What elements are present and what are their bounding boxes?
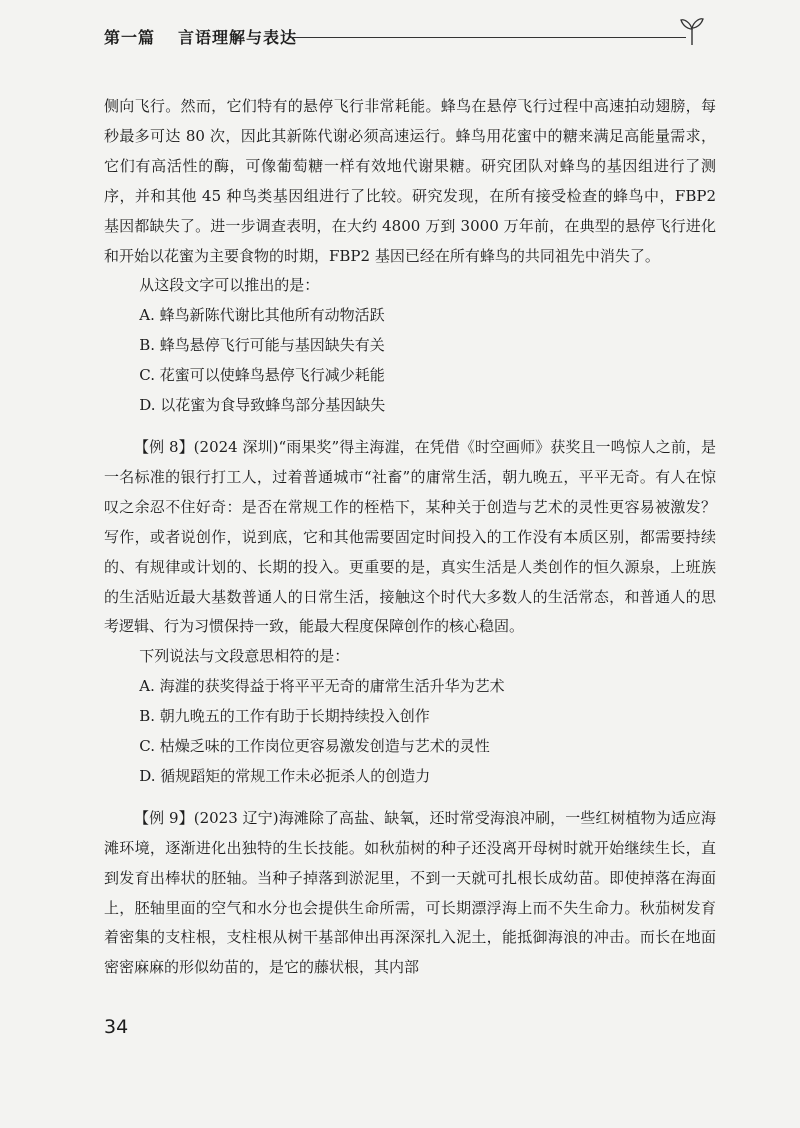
header-rule — [290, 37, 686, 38]
sprout-icon — [680, 16, 704, 46]
answer-option-c: C. 花蜜可以使蜂鸟悬停飞行减少耗能 — [139, 366, 385, 385]
question-prompt: 从这段文字可以推出的是： — [139, 276, 320, 295]
header-chapter: 言语理解与表达 — [178, 28, 298, 47]
example-8-paragraph: 【例 8】(2024 深圳)“雨果奖”得主海漄，在凭借《时空画师》获奖且一鸣惊人之前，是一名标准的银行打工人，过着普通城市“社畜”的庸常生活，朝九晚五，平平无奇。有人在惊叹之余忍不住好奇：是否在常规工作的桎梏下，某种关于创造与艺术的灵性更容易被激发？写作，或者说创作，说到底，它和其他需要固定时间投入的工作没有本质区别，都需要持续的、有规律或计划的、长期的投入。更重要的是，真实生活是人类创作的恒久源泉，上班族的生活贴近最大基数普通人的日常生活，接触这个时代大多数人的生活常态，和普通人的思考逻辑、行为习惯保持一致，能最大程度保障创作的核心稳固。 — [104, 437, 716, 636]
header-section: 第一篇 — [104, 28, 156, 47]
page-body — [104, 92, 716, 983]
passage-paragraph: 侧向飞行。然而，它们特有的悬停飞行非常耗能。蜂鸟在悬停飞行过程中高速拍动翅膀，每秒最多可达 80 次，因此其新陈代谢必须高速运行。蜂鸟用花蜜中的糖来满足高能量需求，它们有高活性的酶，可像葡萄糖一样有效地代谢果糖。研究团队对蜂鸟的基因组进行了测序，并和其他 45 种鸟类基因组进行了比较。研究发现，在所有接受检查的蜂鸟中，FBP2 基因都缺失了。进一步调查表明，在大约 4800 万到 3000 万年前，在典型的悬停飞行进化和开始以花蜜为主要食物的时期，FBP2 基因已经在所有蜂鸟的共同祖先中消失了。 — [104, 97, 716, 265]
answer-option-d: D. 以花蜜为食导致蜂鸟部分基因缺失 — [139, 396, 386, 415]
example-8-option-d: D. 循规蹈矩的常规工作未必扼杀人的创造力 — [139, 766, 431, 785]
example-8-option-b: B. 朝九晚五的工作有助于长期持续投入创作 — [139, 707, 430, 726]
page-number: 34 — [104, 1016, 129, 1038]
example-8-question: 下列说法与文段意思相符的是： — [139, 647, 350, 666]
spacer — [104, 792, 716, 804]
example-8-option-c: C. 枯燥乏味的工作岗位更容易激发创造与艺术的灵性 — [139, 737, 490, 756]
answer-option-a: A. 蜂鸟新陈代谢比其他所有动物活跃 — [139, 306, 385, 325]
spacer — [104, 421, 716, 433]
example-8-option-a: A. 海漄的获奖得益于将平平无奇的庸常生活升华为艺术 — [139, 677, 505, 696]
running-header — [104, 20, 704, 56]
answer-option-b: B. 蜂鸟悬停飞行可能与基因缺失有关 — [139, 336, 385, 355]
example-9-paragraph: 【例 9】(2023 辽宁)海滩除了高盐、缺氧，还时常受海浪冲刷，一些红树植物为适应海滩环境，逐渐进化出独特的生长技能。如秋茄树的种子还没离开母树时就开始继续生长，直到发育出棒状的胚轴。当种子掉落到淤泥里，不到一天就可扎根长成幼苗。即使掉落在海面上，胚轴里面的空气和水分也会提供生命所需，可长期漂浮海上而不失生命力。秋茄树发育着密集的支柱根，支柱根从树干基部伸出再深深扎入泥土，能抵御海浪的冲击。而长在地面密密麻麻的形似幼苗的，是它的藤状根，其内部 — [104, 808, 716, 977]
